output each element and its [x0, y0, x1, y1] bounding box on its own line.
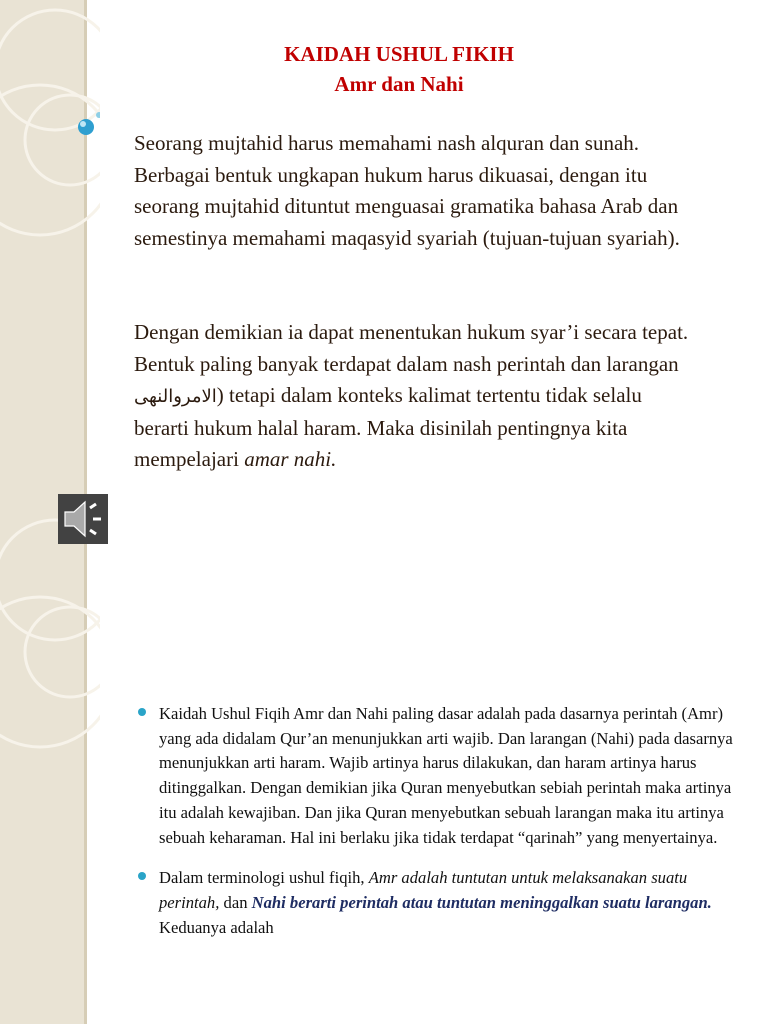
list-item — [138, 702, 738, 850]
bullet-text: Dalam terminologi ushul fiqih, — [159, 868, 369, 888]
bullet-list — [138, 702, 738, 956]
bullet-text: Keduanya adalah — [159, 917, 274, 937]
paragraph-text: Dengan demikian ia dapat menentukan hukum syar’i secara tepat. Bentuk paling banyak terdapat dalam nash perintah dan larangan — [134, 320, 689, 376]
italic-definition: Amr adalah tuntutan untuk melaksanakan suatu perintah, — [159, 868, 688, 912]
intro-paragraph: Seorang mujtahid harus memahami nash alquran dan sunah. Berbagai bentuk ungkapan hukum harus dikuasai, dengan itu seorang mujtahid dituntut menguasai gramatika bahasa Arab dan semestinya memahami maqasyid syariah (tujuan-tujuan syariah). — [134, 131, 680, 250]
italic-term: amar nahi. — [244, 447, 337, 471]
bullet-dot-icon — [138, 872, 146, 880]
amr-nahi-paragraph — [134, 317, 694, 476]
bold-italic-definition: Nahi berarti perintah atau tuntutan meninggalkan suatu larangan. — [251, 892, 712, 912]
paragraph-text: ) tetapi dalam konteks kalimat tertentu tidak selalu berarti hukum halal haram. Maka disinilah pentingnya kita mempelajari — [134, 383, 642, 471]
bullet-text: dan — [219, 892, 252, 912]
bullet-text: Kaidah Ushul Fiqih Amr dan Nahi paling dasar adalah pada dasarnya perintah (Amr) yang ada didalam Qur’an menunjukkan arti wajib. Dan larangan (Nahi) pada dasarnya menunjukkan arti haram. Wajib artinya harus dilakukan, dan haram artinya harus ditinggalkan. Dengan demikian jika Quran menyebutkan sebiah perintah maka artinya itu adalah kewajiban. Dan jika Quran menyebutkan sebuah larangan maka itu artinya sebuah keharaman. Hal ini berlaku jika tidak terdapat “qarinah” yang menyertainya. — [159, 704, 733, 847]
slide-subtitle: Amr dan Nahi — [334, 72, 464, 96]
slide-title: KAIDAH USHUL FIKIH — [284, 42, 514, 66]
arabic-term: الامروالنهى — [134, 386, 217, 407]
bullet-dot-icon — [138, 708, 146, 716]
list-item — [138, 866, 738, 940]
